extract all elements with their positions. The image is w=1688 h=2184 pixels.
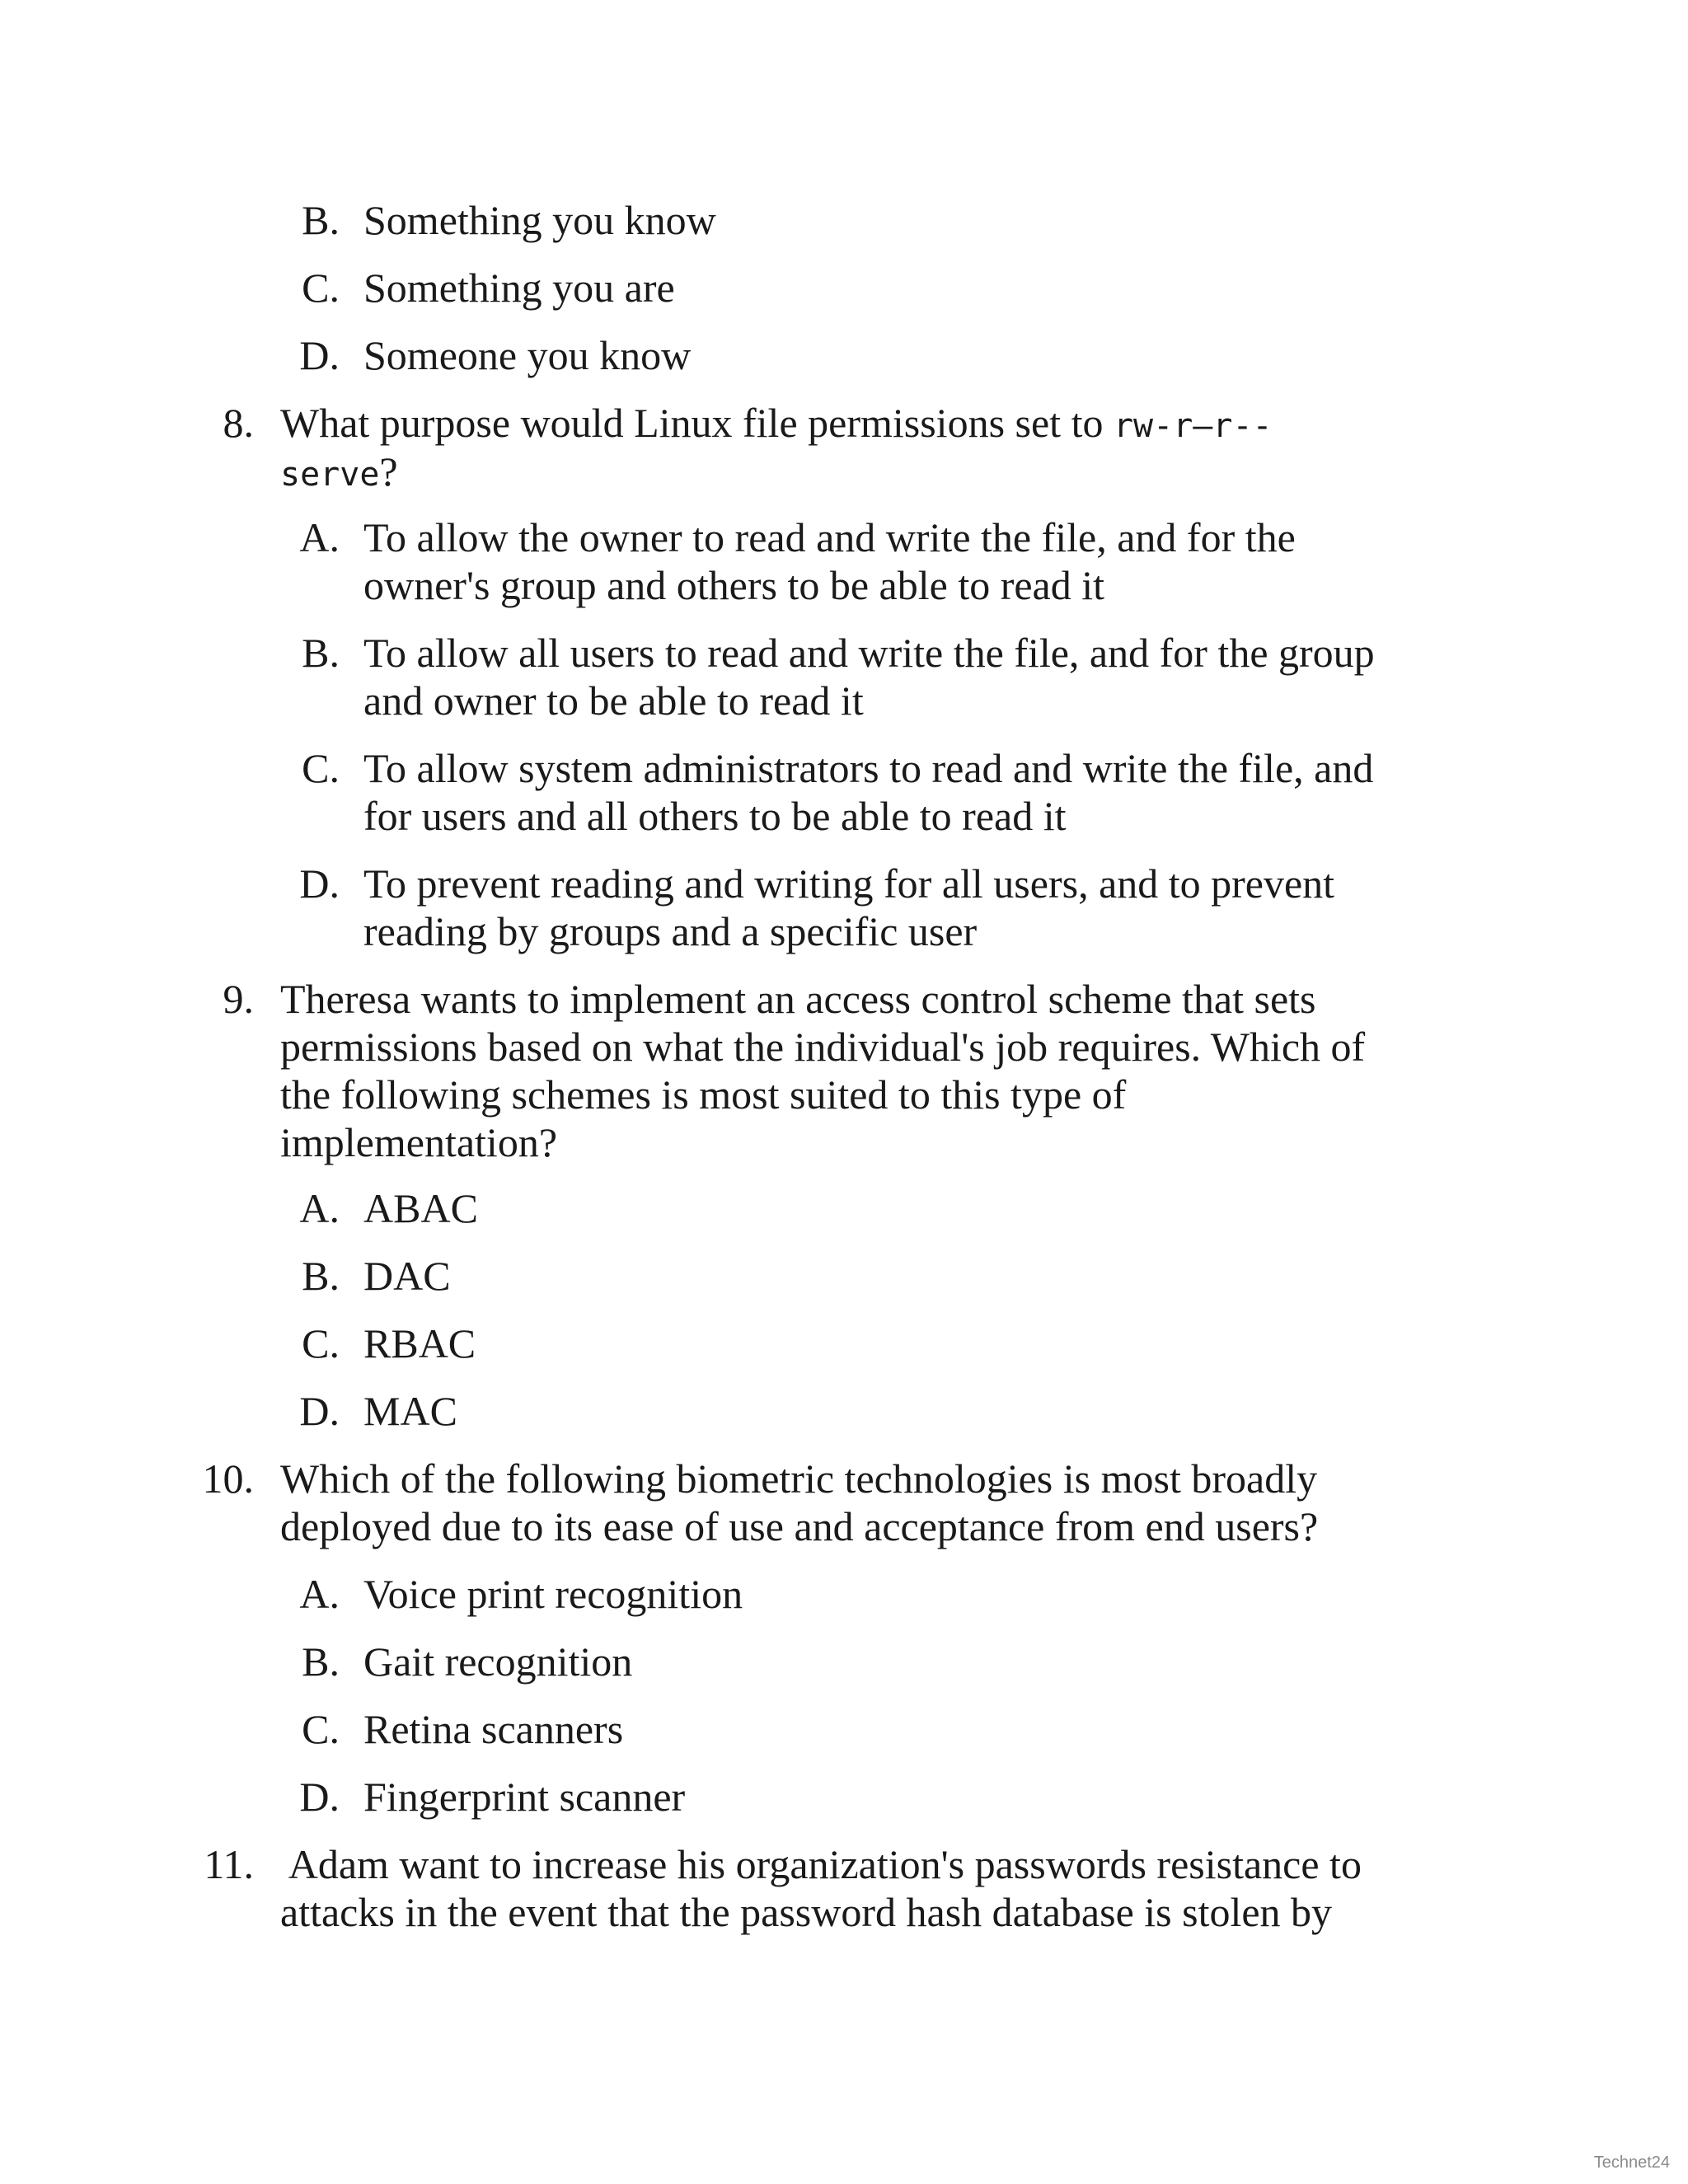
option-text: To allow system administrators to read and write the file, and [363,745,1374,791]
option-label: D. [299,1388,340,1434]
option-label: D. [299,332,340,378]
question-text: the following schemes is most suited to this type of [280,1071,1127,1118]
option-text: RBAC [363,1320,476,1366]
question-number: 11. [204,1841,254,1887]
question-number: 9. [223,976,254,1022]
option-text: Retina scanners [363,1706,624,1752]
question-text: Adam want to increase his organization's passwords resistance to [280,1841,1362,1887]
option-label: C. [302,1706,340,1752]
question-text: deployed due to its ease of use and acceptance from end users? [280,1503,1319,1549]
option-label: B. [302,630,340,676]
question-text-part: What purpose would Linux file permissions set to [280,400,1114,446]
question-text: Theresa wants to implement an access control scheme that sets [280,976,1316,1022]
option-text: Something you know [363,197,716,243]
question-text: Which of the following biometric technologies is most broadly [280,1455,1318,1502]
option-text: DAC [363,1253,451,1299]
option-text: Something you are [363,265,675,311]
option-text: Voice print recognition [363,1571,743,1617]
option-label: B. [302,1638,340,1685]
question-text: permissions based on what the individual's job requires. Which of [280,1024,1366,1070]
watermark: Technet24 [1593,2154,1670,2172]
option-label: D. [299,1774,340,1820]
option-label: A. [299,1571,340,1617]
option-label: C. [302,265,340,311]
option-text: To prevent reading and writing for all users, and to prevent [363,860,1335,907]
code-permissions: rw-r—r-- [1113,407,1273,445]
question-number: 8. [223,400,254,446]
question-text [280,399,1273,450]
option-label: A. [299,514,340,560]
question-text-part: ? [379,448,398,494]
option-label: C. [302,1320,340,1366]
option-label: B. [302,197,340,243]
option-text: Fingerprint scanner [363,1774,686,1820]
option-text: Gait recognition [363,1638,633,1685]
option-text: To allow the owner to read and write the file, and for the [363,514,1296,560]
option-label: A. [299,1185,340,1231]
option-text: MAC [363,1388,457,1434]
option-text: ABAC [363,1185,478,1231]
code-serve: serve [280,456,380,494]
option-label: B. [302,1253,340,1299]
question-number: 10. [202,1455,254,1502]
question-text [280,448,398,499]
question-text: attacks in the event that the password hash database is stolen by [280,1889,1333,1935]
option-text: and owner to be able to read it [363,677,864,724]
option-text: Someone you know [363,332,692,378]
option-text: for users and all others to be able to read it [363,793,1067,839]
option-text: To allow all users to read and write the file, and for the group [363,630,1375,676]
option-label: C. [302,745,340,791]
option-text: owner's group and others to be able to read it [363,562,1105,608]
question-text: implementation? [280,1119,558,1165]
option-label: D. [299,860,340,907]
option-text: reading by groups and a specific user [363,908,978,954]
